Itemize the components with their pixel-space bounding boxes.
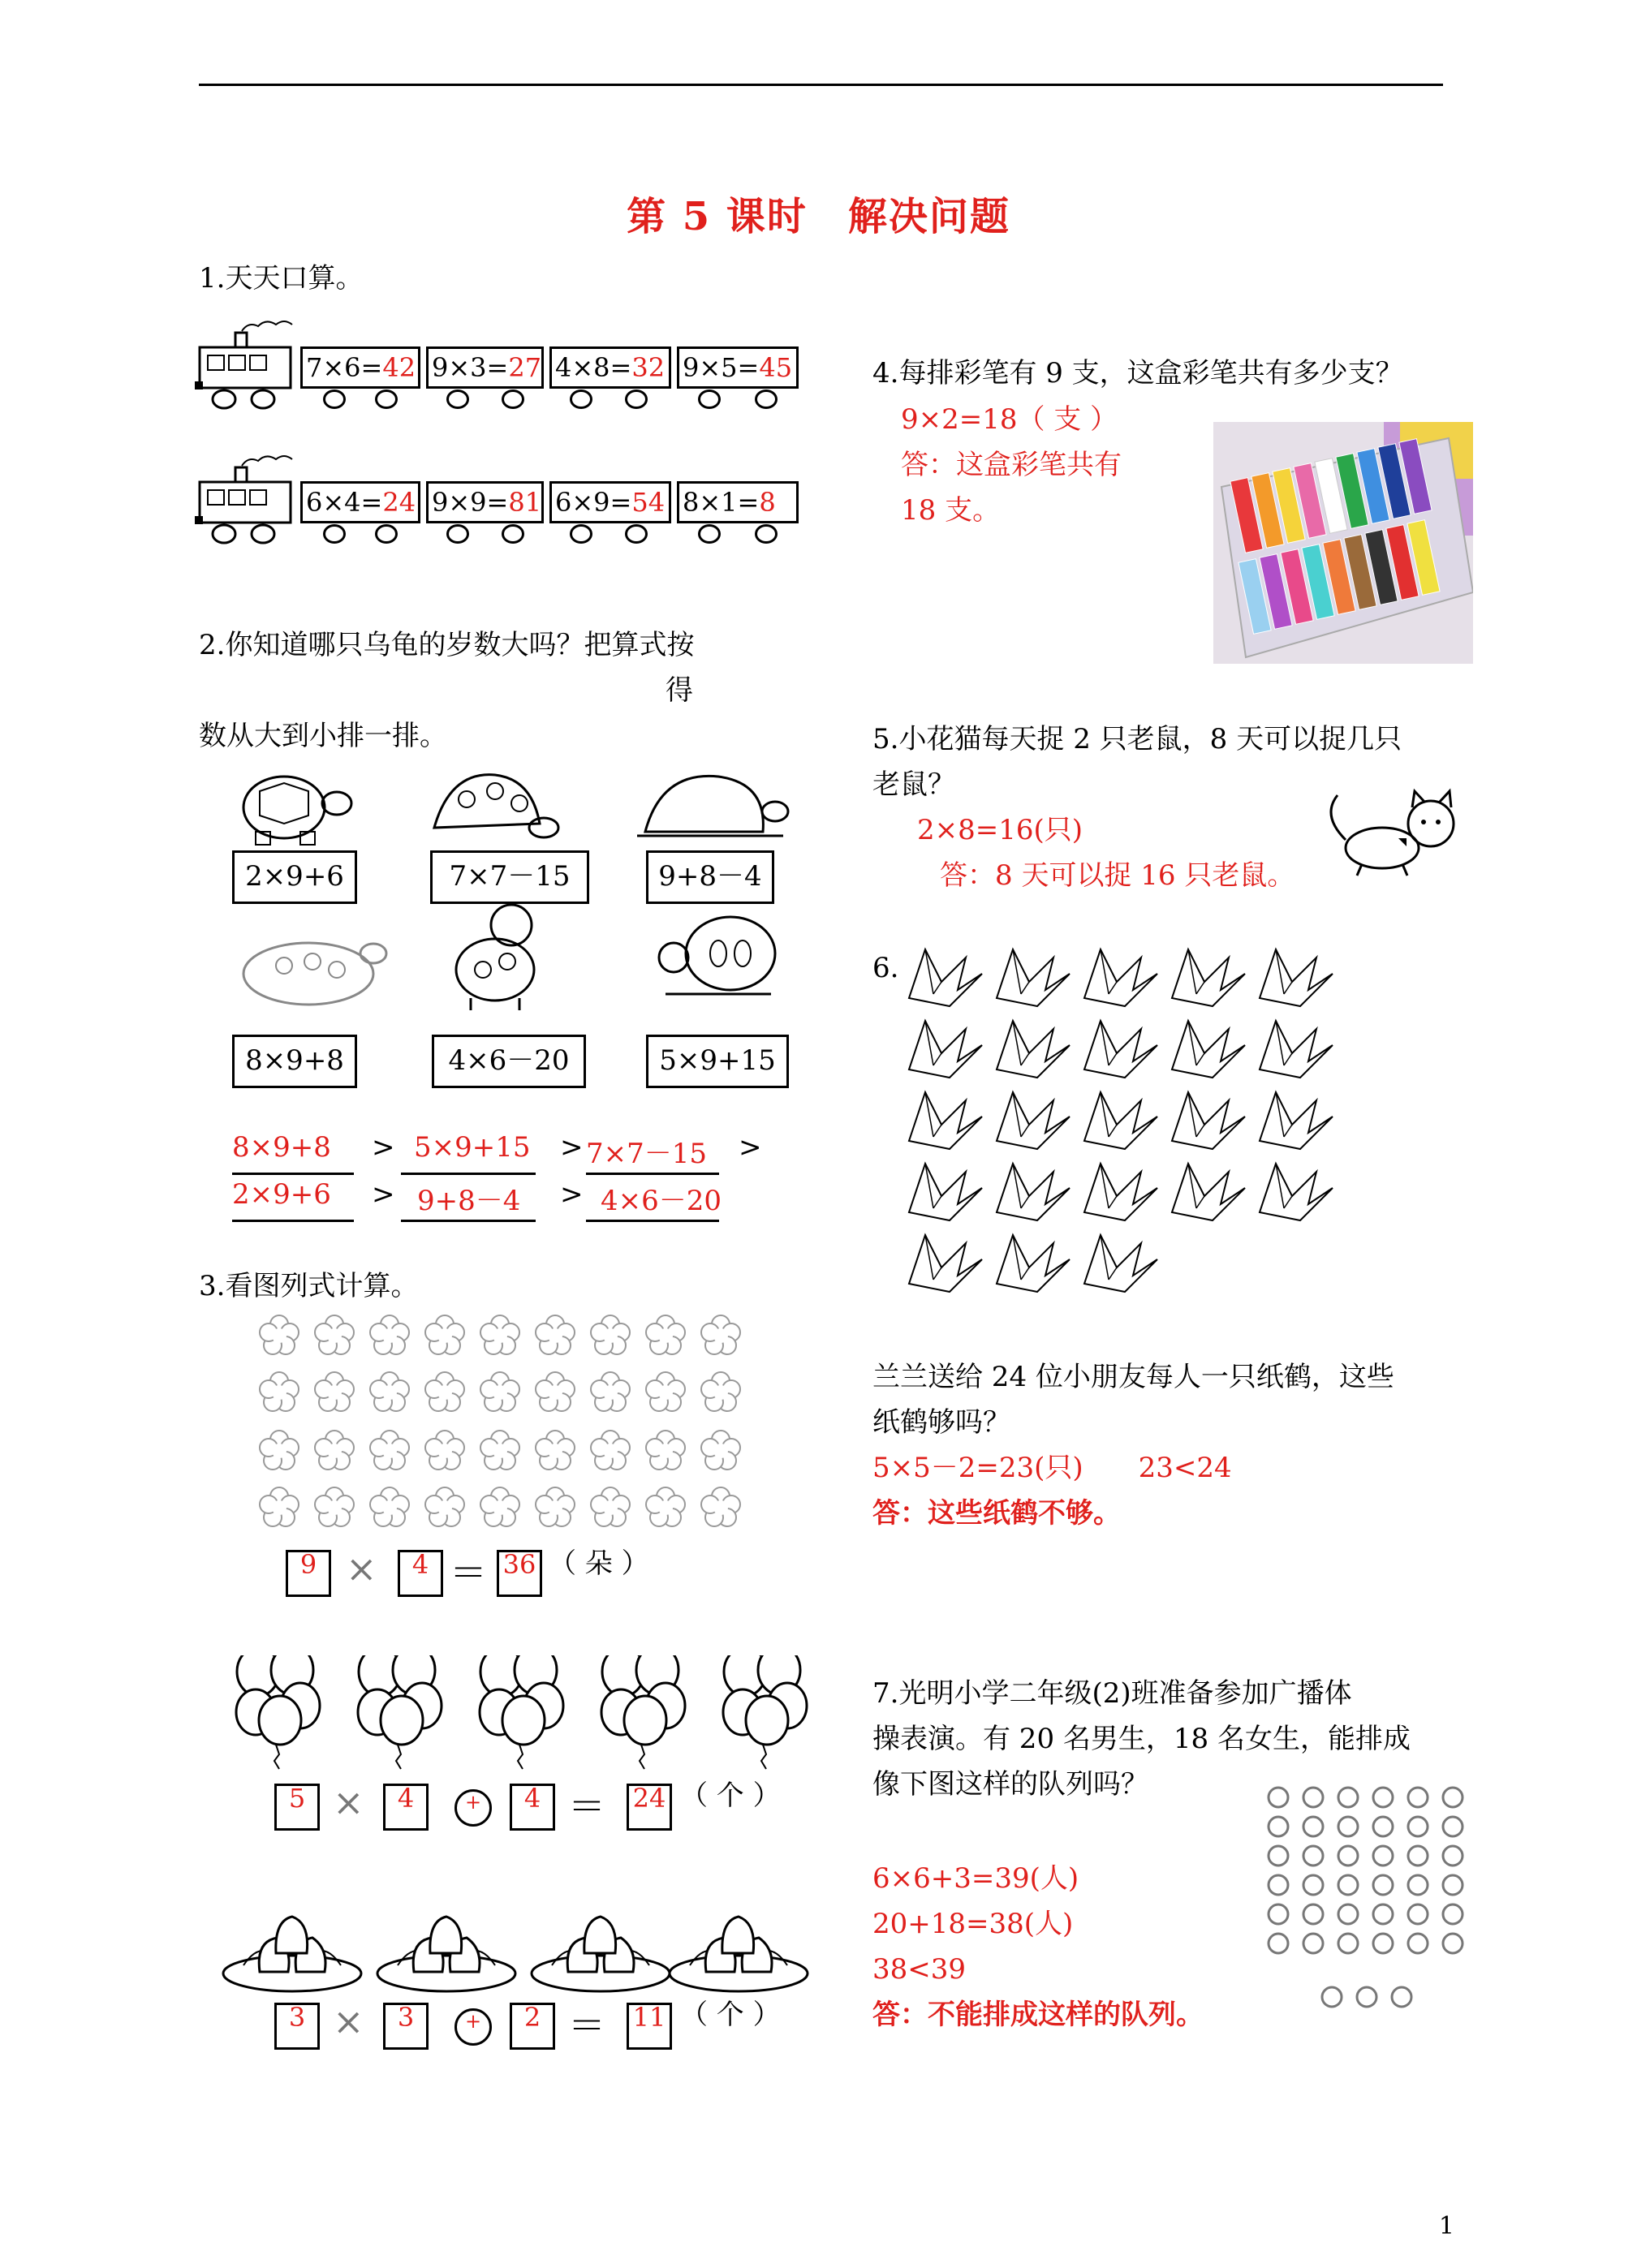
times-sign: × <box>333 1780 364 1824</box>
q5-answer: 答：8 天可以捉 16 只老鼠。 <box>940 859 1295 892</box>
answer-box: 4 <box>383 1784 429 1831</box>
header-rule <box>199 84 1443 86</box>
q1-label: 1.天天口算。 <box>199 262 364 295</box>
answer-box: 24 <box>627 1784 672 1831</box>
page-title: 第 5 课时 解决问题 <box>627 194 1010 239</box>
gt-sign: > <box>560 1131 584 1164</box>
expr-box: 2×9+6 <box>232 850 357 904</box>
equals-sign: ＝ <box>450 1551 487 1594</box>
q4-answer-2: 18 支。 <box>901 494 1001 527</box>
wagon-2-1: 6×4=24 <box>300 481 420 523</box>
answer-box: 4 <box>510 1784 555 1831</box>
page-number: 1 <box>1438 2212 1454 2240</box>
locomotive-icon <box>195 453 300 550</box>
wagon-1-2: 9×3=27 <box>426 346 544 389</box>
q7-equation-3: 38<39 <box>872 1953 967 1986</box>
wagon-1-3: 4×8=32 <box>549 346 671 389</box>
q7-answer: 答：不能排成这样的队列。 <box>872 1999 1204 2031</box>
q7-equation-2: 20+18=38(人) <box>872 1908 1074 1940</box>
gt-sign: > <box>739 1131 762 1164</box>
expr-box: 4×6－20 <box>432 1035 586 1088</box>
answer-box: 3 <box>383 2003 429 2050</box>
equals-sign: ＝ <box>568 2003 605 2047</box>
locomotive-icon <box>195 318 300 415</box>
turtle-icon <box>235 925 390 1014</box>
q2-label-de: 得 <box>666 674 693 707</box>
order-item-4: 2×9+6 <box>232 1178 331 1211</box>
unit-label: （ 个 ） <box>680 1999 781 2031</box>
gt-sign: > <box>560 1178 584 1211</box>
q6-label: 6. <box>872 952 899 984</box>
order-item-3: 7×7－15 <box>586 1138 708 1170</box>
wagon-2-3: 6×9=54 <box>549 481 671 523</box>
crayon-box-photo <box>1213 422 1473 664</box>
answer-box: 5 <box>274 1784 320 1831</box>
balloon-groups <box>227 1655 828 1777</box>
q7-label-line2: 操表演。有 20 名男生，18 名女生，能排成 <box>872 1723 1411 1755</box>
turtle-icon <box>438 901 576 1014</box>
q2-label-line2: 数从大到小排一排。 <box>199 720 447 752</box>
wagon-2-2: 9×9=81 <box>426 481 544 523</box>
expr-box: 9+8－4 <box>646 850 774 904</box>
order-item-1: 8×9+8 <box>232 1131 331 1164</box>
turtle-icon <box>235 767 357 848</box>
wagon-1-4: 9×5=45 <box>677 346 799 389</box>
q5-label-line1: 5.小花猫每天捉 2 只老鼠，8 天可以捉几只 <box>872 723 1402 755</box>
q2-label-line1: 2.你知道哪只乌龟的岁数大吗？把算式按 <box>199 629 695 661</box>
answer-box: 11 <box>627 2003 672 2050</box>
answer-box: 9 <box>286 1550 331 1597</box>
unit-label: （ 朵 ） <box>549 1547 649 1580</box>
answer-box: 4 <box>398 1550 443 1597</box>
turtle-icon <box>418 767 564 848</box>
gt-sign: > <box>372 1178 395 1211</box>
gt-sign: > <box>372 1131 395 1164</box>
q4-label: 4.每排彩笔有 9 支，这盒彩笔共有多少支？ <box>872 357 1403 389</box>
formation-circles <box>1262 1781 1489 2016</box>
q4-answer-1: 答：这盒彩笔共有 <box>901 449 1122 481</box>
times-sign: × <box>346 1547 377 1590</box>
q3-label: 3.看图列式计算。 <box>199 1270 419 1302</box>
train-2 <box>195 453 828 550</box>
q5-equation: 2×8=16(只) <box>917 814 1083 846</box>
unit-label: （ 个 ） <box>680 1780 781 1812</box>
q7-equation-1: 6×6+3=39(人) <box>872 1862 1079 1895</box>
q5-label-line2: 老鼠？ <box>872 768 955 801</box>
train-1 <box>195 318 828 415</box>
wagon-1-1: 7×6=42 <box>300 346 420 389</box>
order-item-6: 4×6－20 <box>601 1185 722 1217</box>
operator-circle: + <box>454 2008 492 2046</box>
q7-label-line1: 7.光明小学二年级(2)班准备参加广播体 <box>872 1677 1352 1710</box>
order-item-5: 9+8－4 <box>417 1185 521 1217</box>
q4-equation: 9×2=18（ 支 ） <box>901 403 1118 436</box>
expr-box: 8×9+8 <box>232 1035 357 1088</box>
flower-grid <box>252 1308 755 1543</box>
answer-box: 2 <box>510 2003 555 2050</box>
operator-circle: + <box>454 1789 492 1827</box>
peach-plates <box>219 1909 820 1998</box>
equals-sign: ＝ <box>568 1784 605 1828</box>
q7-label-line3: 像下图这样的队列吗？ <box>872 1768 1148 1801</box>
times-sign: × <box>333 1999 364 2043</box>
answer-box: 36 <box>497 1550 542 1597</box>
paper-crane-grid <box>901 941 1372 1331</box>
expr-box: 5×9+15 <box>646 1035 789 1088</box>
q6-equation: 5×5－2=23(只) 23<24 <box>872 1452 1232 1484</box>
answer-box: 3 <box>274 2003 320 2050</box>
q6-text-line1: 兰兰送给 24 位小朋友每人一只纸鹤，这些 <box>872 1361 1394 1393</box>
expr-box: 7×7－15 <box>430 850 589 904</box>
cat-icon <box>1321 783 1459 880</box>
turtle-icon <box>629 767 791 848</box>
q6-text-line2: 纸鹤够吗？ <box>872 1406 1010 1439</box>
wagon-2-4: 8×1=8 <box>677 481 799 523</box>
q6-answer: 答：这些纸鹤不够。 <box>872 1497 1121 1530</box>
order-item-2: 5×9+15 <box>414 1131 531 1164</box>
turtle-icon <box>649 909 787 1014</box>
